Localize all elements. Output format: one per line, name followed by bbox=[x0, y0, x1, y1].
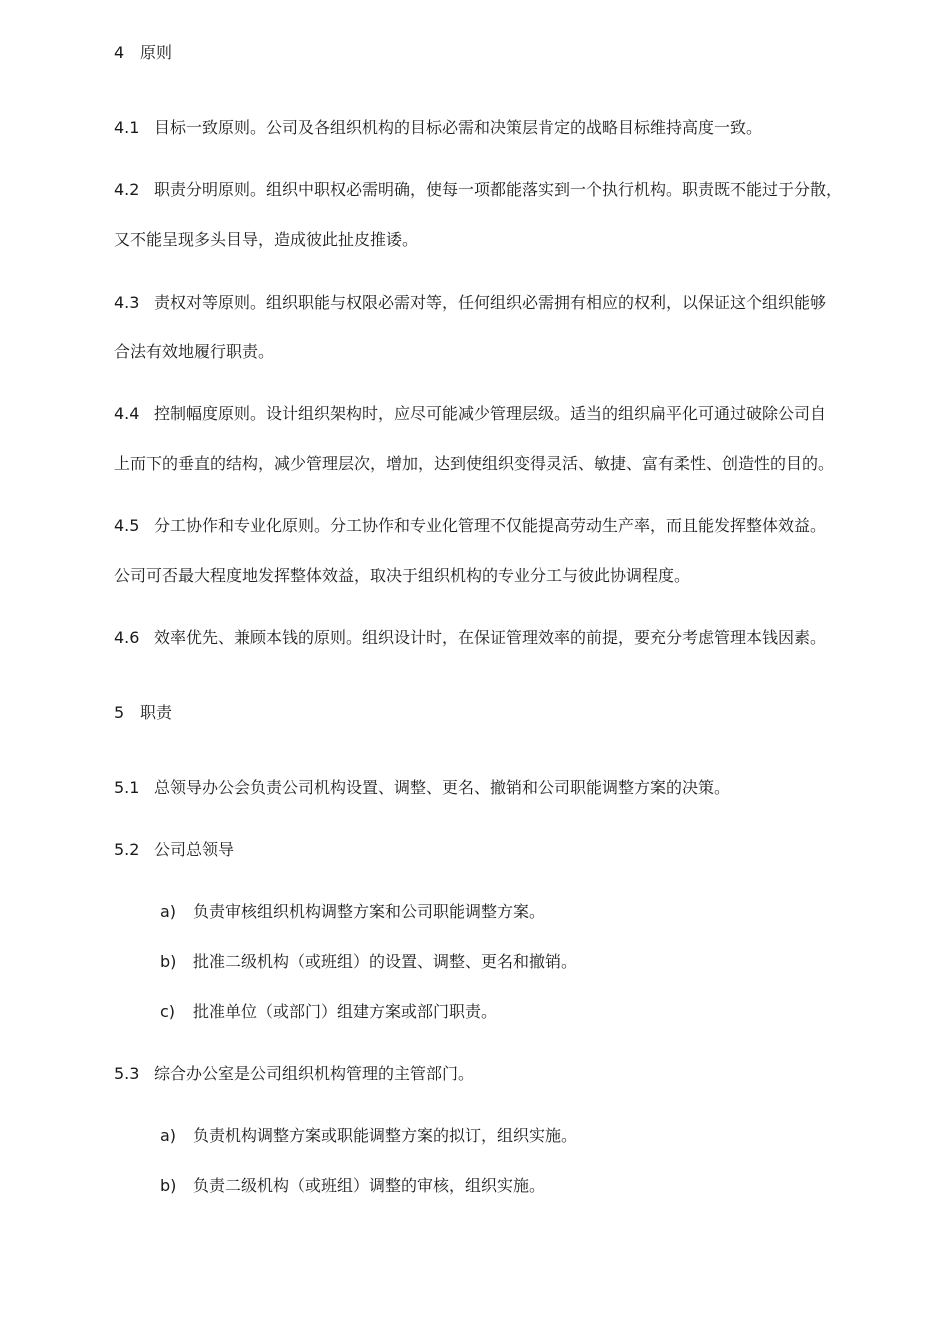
list-item-text: 负责二级机构（或班组）调整的审核，组织实施。 bbox=[193, 1176, 546, 1195]
clause-text: 综合办公室是公司组织机构管理的主管部门。 bbox=[154, 1064, 475, 1083]
list-item bbox=[160, 901, 920, 923]
list-marker: c) bbox=[160, 1002, 176, 1021]
clause-number: 4.1 bbox=[114, 118, 140, 137]
clause-4-2 bbox=[114, 179, 874, 201]
clause-text: 目标一致原则。公司及各组织机构的目标必需和决策层肯定的战略目标维持高度一致。 bbox=[154, 118, 763, 137]
section-number: 5 bbox=[114, 703, 125, 722]
clause-4-5 bbox=[114, 515, 874, 537]
clause-4-2-continuation: 又不能呈现多头目导，造成彼此扯皮推诿。 bbox=[114, 230, 419, 249]
clause-number: 4.6 bbox=[114, 628, 140, 647]
clause-number: 5.1 bbox=[114, 778, 140, 797]
clause-number: 5.2 bbox=[114, 840, 140, 859]
clause-text: 控制幅度原则。设计组织架构时，应尽可能减少管理层级。适当的组织扁平化可通过破除公司自 bbox=[154, 404, 827, 423]
clause-text: 总领导办公会负责公司机构设置、调整、更名、撤销和公司职能调整方案的决策。 bbox=[154, 778, 731, 797]
clause-number: 5.3 bbox=[114, 1064, 140, 1083]
list-item bbox=[160, 951, 920, 973]
clause-4-3 bbox=[114, 292, 874, 314]
clause-4-4-continuation: 上而下的垂直的结构，减少管理层次，增加，达到使组织变得灵活、敏捷、富有柔性、创造性的目的。 bbox=[114, 454, 835, 473]
list-marker: b) bbox=[160, 952, 177, 971]
clause-number: 4.4 bbox=[114, 404, 140, 423]
list-item bbox=[160, 1125, 920, 1147]
list-item bbox=[160, 1001, 920, 1023]
section-heading-5 bbox=[114, 702, 874, 724]
clause-4-3-continuation: 合法有效地履行职责。 bbox=[114, 342, 275, 361]
list-marker: a) bbox=[160, 1126, 177, 1145]
clause-5-3 bbox=[114, 1063, 874, 1085]
list-item-text: 负责机构调整方案或职能调整方案的拟订，组织实施。 bbox=[193, 1126, 578, 1145]
list-item-text: 批准二级机构（或班组）的设置、调整、更名和撤销。 bbox=[193, 952, 578, 971]
list-item-text: 负责审核组织机构调整方案和公司职能调整方案。 bbox=[193, 902, 546, 921]
clause-4-5-continuation: 公司可否最大程度地发挥整体效益，取决于组织机构的专业分工与彼此协调程度。 bbox=[114, 566, 691, 585]
section-title: 职责 bbox=[140, 703, 173, 722]
clause-4-4 bbox=[114, 403, 874, 425]
clause-text: 职责分明原则。组织中职权必需明确，使每一项都能落实到一个执行机构。职责既不能过于分散， bbox=[154, 180, 843, 199]
clause-number: 4.2 bbox=[114, 180, 140, 199]
clause-number: 4.3 bbox=[114, 293, 140, 312]
clause-4-6 bbox=[114, 627, 874, 649]
section-title: 原则 bbox=[140, 43, 173, 62]
section-heading-4 bbox=[114, 42, 874, 64]
clause-5-1 bbox=[114, 777, 874, 799]
list-marker: b) bbox=[160, 1176, 177, 1195]
clause-text: 责权对等原则。组织职能与权限必需对等，任何组织必需拥有相应的权利，以保证这个组织能够 bbox=[154, 293, 827, 312]
clause-4-1 bbox=[114, 117, 874, 139]
section-number: 4 bbox=[114, 43, 125, 62]
clause-text: 效率优先、兼顾本钱的原则。组织设计时，在保证管理效率的前提，要充分考虑管理本钱因素。 bbox=[154, 628, 827, 647]
list-item-text: 批准单位（或部门）组建方案或部门职责。 bbox=[193, 1002, 498, 1021]
list-item bbox=[160, 1175, 920, 1197]
clause-number: 4.5 bbox=[114, 516, 140, 535]
clause-text: 公司总领导 bbox=[154, 840, 235, 859]
list-marker: a) bbox=[160, 902, 177, 921]
clause-5-2 bbox=[114, 839, 874, 861]
clause-text: 分工协作和专业化原则。分工协作和专业化管理不仅能提高劳动生产率，而且能发挥整体效益。 bbox=[154, 516, 827, 535]
